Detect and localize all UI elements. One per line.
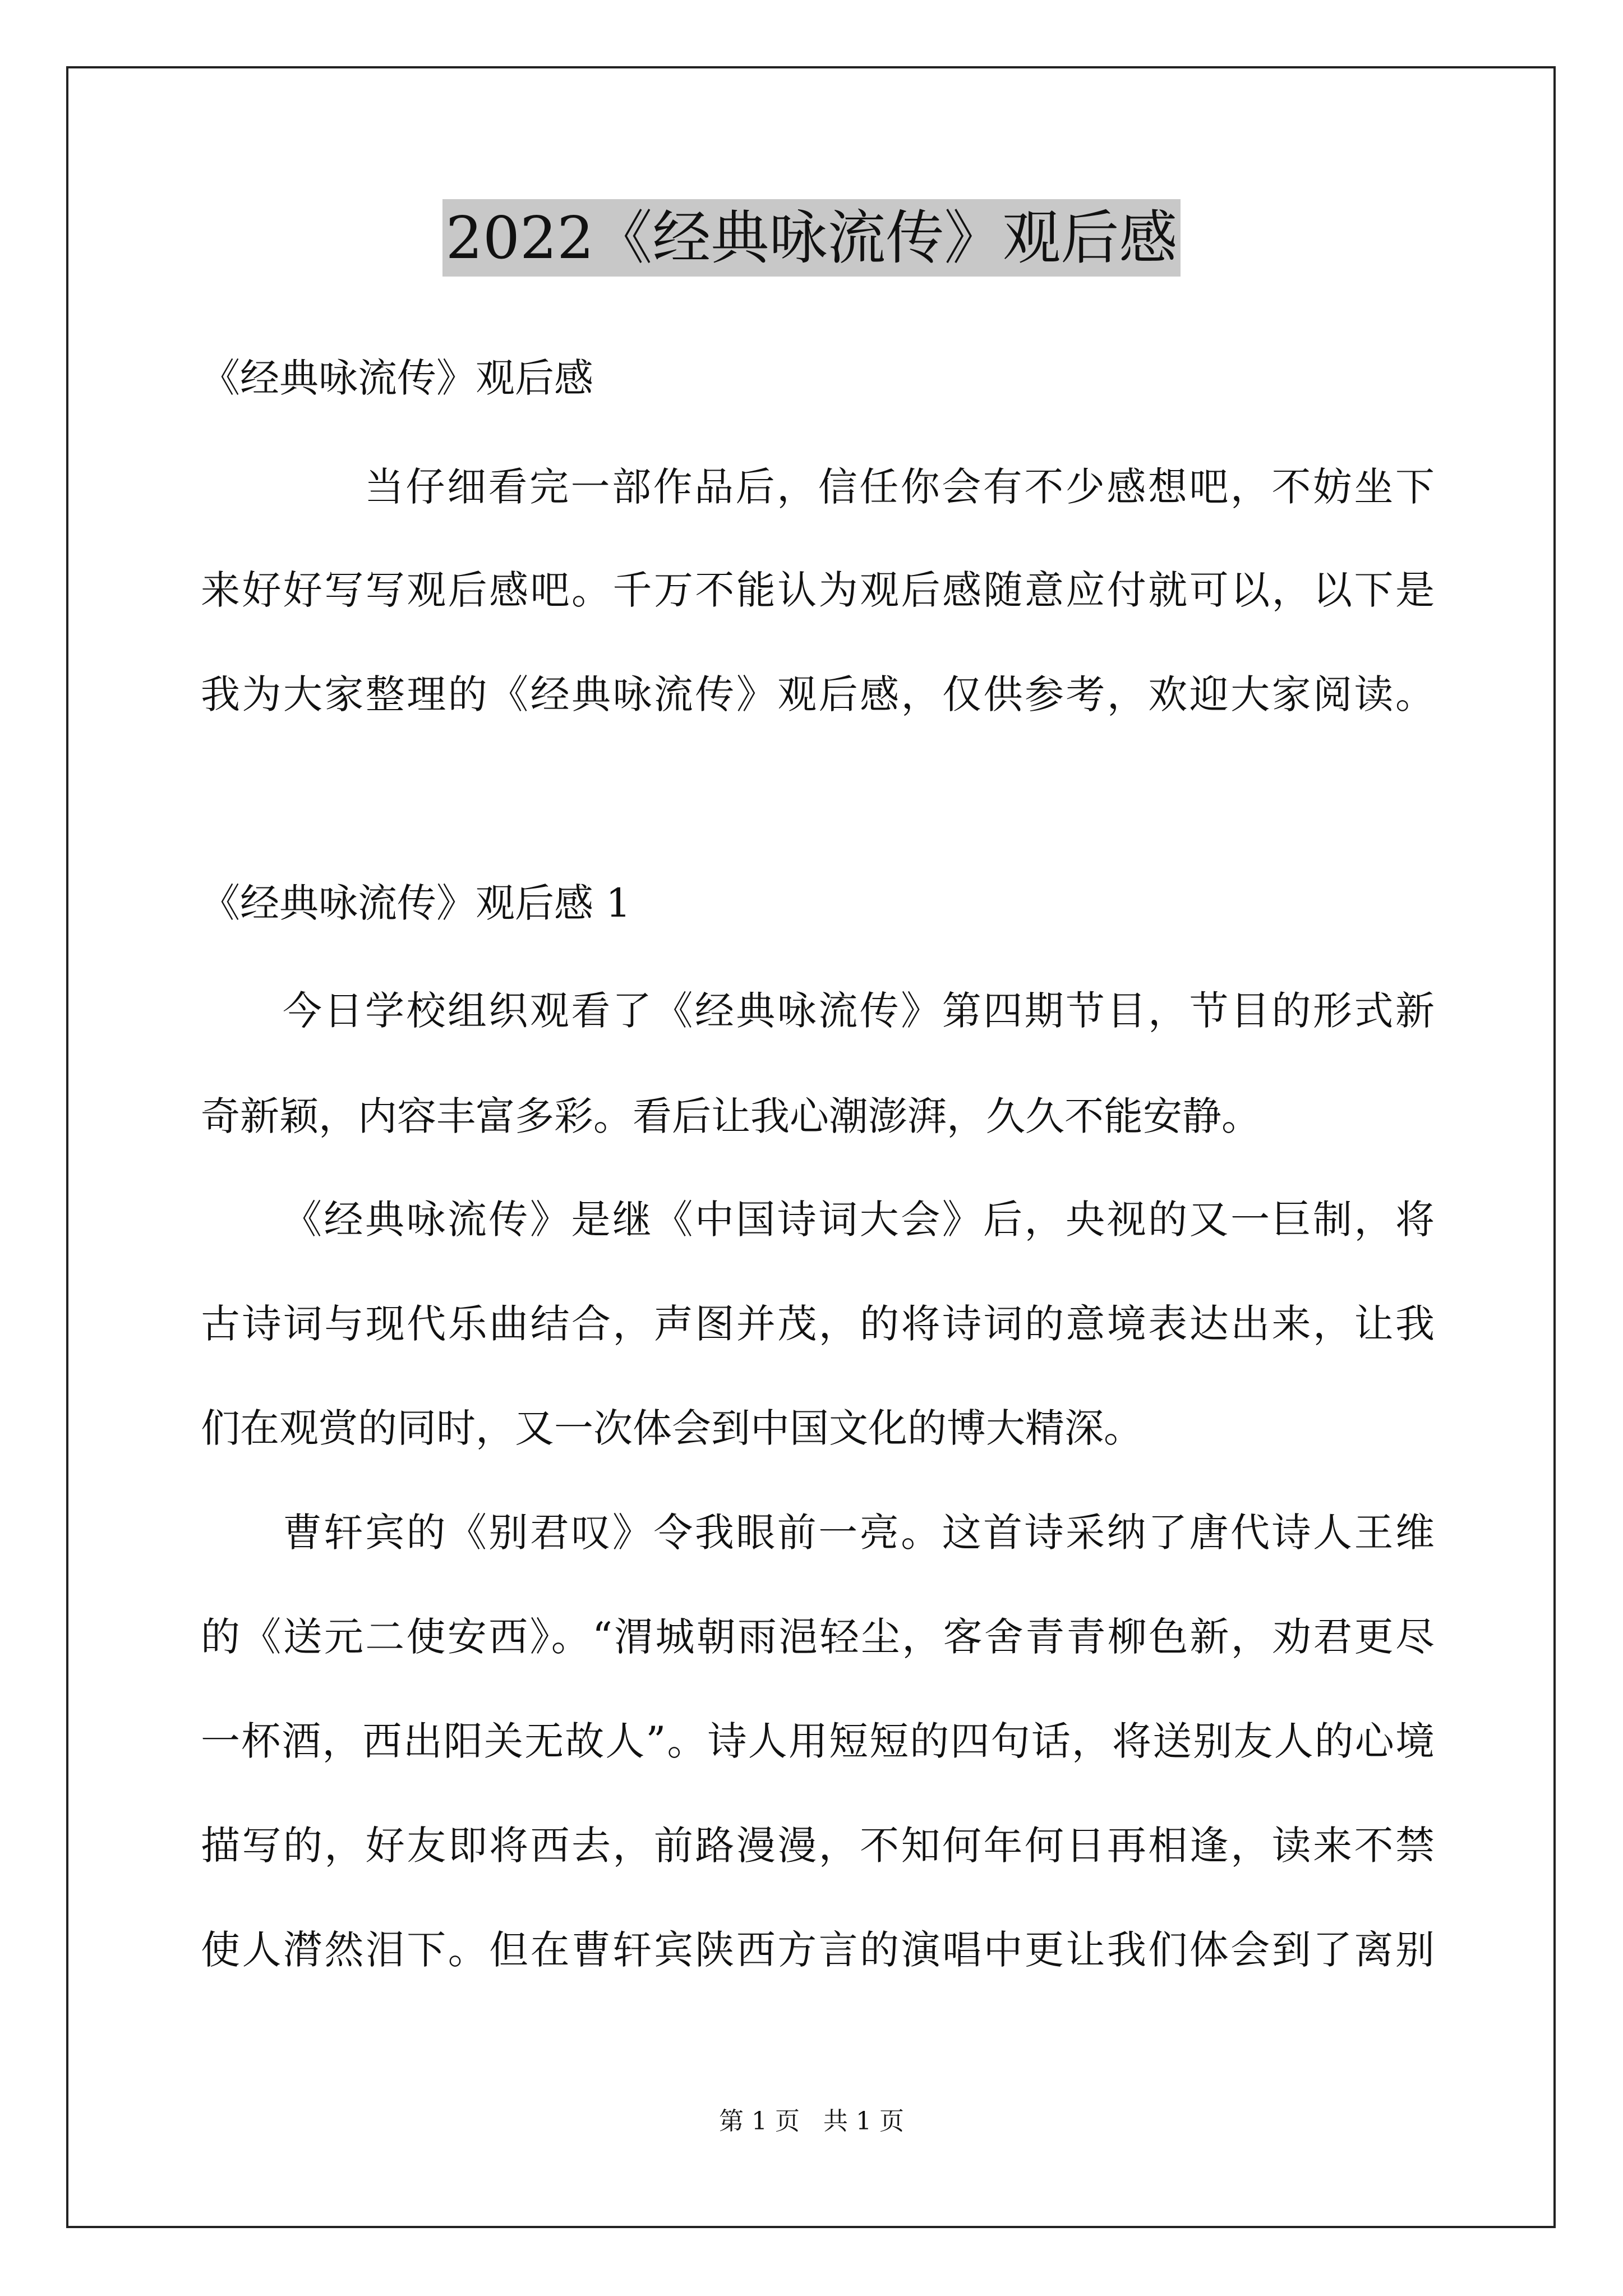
section-heading: 《经典咏流传》观后感 1 <box>201 880 631 926</box>
document-title: 2022《经典咏流传》观后感 <box>442 199 1181 277</box>
intro-line-2: 来好好写写观后感吧。千万不能认为观后感随意应付就可以，以下是 <box>201 567 1435 613</box>
paragraph3-line-4: 描写的，好友即将西去，前路漫漫，不知何年何日再相逢，读来不禁 <box>201 1823 1435 1869</box>
intro-line-3: 我为大家整理的《经典咏流传》观后感，仅供参考，欢迎大家阅读。 <box>201 671 1435 717</box>
subtitle: 《经典咏流传》观后感 <box>201 355 593 401</box>
title-container <box>0 199 1623 277</box>
paragraph1-line-2: 奇新颖，内容丰富多彩。看后让我心潮澎湃，久久不能安静。 <box>201 1093 1261 1139</box>
paragraph2-line-2: 古诗词与现代乐曲结合，声图并茂，的将诗词的意境表达出来，让我 <box>201 1301 1435 1347</box>
page-footer <box>0 2105 1623 2138</box>
page-total: 共 1 页 <box>823 2107 904 2136</box>
intro-line-1: 当仔细看完一部作品后，信任你会有不少感想吧，不妨坐下 <box>365 464 1435 510</box>
page-number: 第 1 页 <box>719 2107 800 2136</box>
paragraph2-line-3: 们在观赏的同时，又一次体会到中国文化的博大精深。 <box>201 1405 1143 1451</box>
paragraph1-line-1: 今日学校组织观看了《经典咏流传》第四期节目，节目的形式新 <box>283 988 1435 1034</box>
paragraph3-line-1: 曹轩宾的《别君叹》令我眼前一亮。这首诗采纳了唐代诗人王维 <box>283 1510 1435 1556</box>
paragraph3-line-3: 一杯酒，西出阳关无故人”。诗人用短短的四句话，将送别友人的心境 <box>201 1718 1435 1764</box>
paragraph3-line-5: 使人潸然泪下。但在曹轩宾陕西方言的演唱中更让我们体会到了离别 <box>201 1927 1435 1973</box>
paragraph3-line-2: 的《送元二使安西》。“渭城朝雨浥轻尘，客舍青青柳色新，劝君更尽 <box>201 1614 1435 1660</box>
paragraph2-line-1: 《经典咏流传》是继《中国诗词大会》后，央视的又一巨制，将 <box>283 1197 1435 1243</box>
